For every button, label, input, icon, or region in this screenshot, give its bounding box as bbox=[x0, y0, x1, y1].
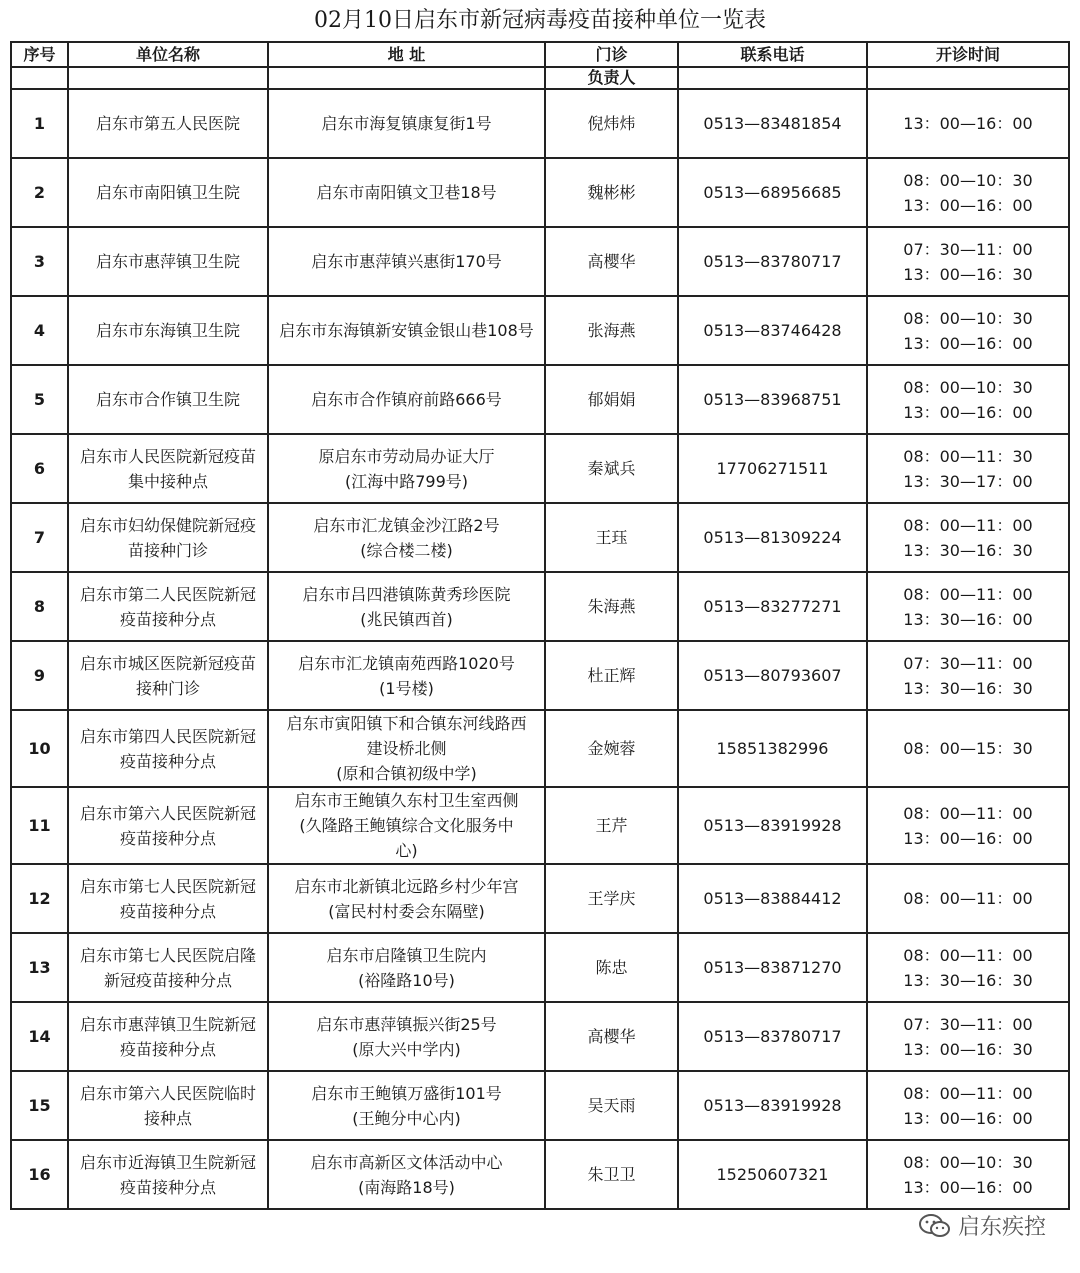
cell-seq bbox=[11, 158, 68, 227]
table-header-row bbox=[11, 42, 1069, 67]
cell-seq bbox=[11, 787, 68, 864]
cell-clinic-person bbox=[545, 296, 678, 365]
cell-phone bbox=[678, 434, 867, 503]
cell-hours-text: 08：00—11：00 bbox=[903, 889, 1033, 908]
cell-unit-name bbox=[68, 641, 268, 710]
cell-phone bbox=[678, 641, 867, 710]
table-row bbox=[11, 1140, 1069, 1209]
cell-phone-text: 0513—83919928 bbox=[703, 816, 842, 835]
wechat-icon bbox=[918, 1213, 952, 1239]
cell-unit-name-text: 启东市第七人民医院启隆 新冠疫苗接种分点 bbox=[79, 945, 256, 990]
cell-hours-text: 08：00—11：00 13：30—16：30 bbox=[903, 515, 1033, 560]
table-body bbox=[11, 89, 1069, 1209]
cell-address-text: 启东市惠萍镇兴惠街170号 bbox=[311, 252, 502, 271]
cell-phone-text: 0513—83968751 bbox=[703, 390, 842, 409]
cell-hours bbox=[867, 641, 1069, 710]
cell-address bbox=[268, 158, 545, 227]
cell-hours-text: 07：30—11：00 13：00—16：30 bbox=[903, 239, 1033, 284]
cell-address bbox=[268, 365, 545, 434]
cell-phone-text: 0513—83780717 bbox=[703, 1027, 842, 1046]
cell-phone bbox=[678, 1002, 867, 1071]
cell-seq-text: 13 bbox=[28, 958, 51, 977]
table-row bbox=[11, 1071, 1069, 1140]
cell-address-text: 启东市北新镇北远路乡村少年宫 (富民村村委会东隔壁) bbox=[294, 876, 519, 921]
cell-seq-text: 8 bbox=[33, 597, 46, 616]
cell-unit-name-text: 启东市妇幼保健院新冠疫 苗接种门诊 bbox=[79, 515, 256, 560]
cell-address bbox=[268, 1140, 545, 1209]
cell-unit-name bbox=[68, 1140, 268, 1209]
cell-unit-name-text: 启东市第六人民医院临时 接种点 bbox=[79, 1083, 256, 1128]
table-row bbox=[11, 933, 1069, 1002]
table-row bbox=[11, 89, 1069, 158]
cell-clinic-person bbox=[545, 864, 678, 933]
cell-clinic-person bbox=[545, 434, 678, 503]
cell-unit-name-text: 启东市第五人民医院 bbox=[95, 114, 240, 133]
cell-clinic-person-text: 朱卫卫 bbox=[587, 1165, 636, 1184]
cell-unit-name-text: 启东市惠萍镇卫生院 bbox=[95, 252, 240, 271]
table-row bbox=[11, 1002, 1069, 1071]
cell-seq-text: 12 bbox=[28, 889, 51, 908]
cell-clinic-person bbox=[545, 1140, 678, 1209]
cell-phone bbox=[678, 365, 867, 434]
cell-unit-name bbox=[68, 1002, 268, 1071]
cell-seq bbox=[11, 296, 68, 365]
cell-clinic-person-text: 王珏 bbox=[595, 528, 628, 547]
cell-address-text: 启东市合作镇府前路666号 bbox=[311, 390, 502, 409]
cell-clinic-person-text: 郁娟娟 bbox=[587, 390, 636, 409]
cell-clinic-person-text: 高樱华 bbox=[587, 1027, 636, 1046]
cell-seq bbox=[11, 1071, 68, 1140]
cell-seq-text: 1 bbox=[33, 114, 46, 133]
cell-hours-text: 08：00—10：30 13：00—16：00 bbox=[903, 377, 1033, 422]
cell-hours-text: 08：00—11：00 13：00—16：00 bbox=[903, 803, 1033, 848]
cell-seq-text: 7 bbox=[33, 528, 46, 547]
page-title: 02月10日启东市新冠病毒疫苗接种单位一览表 bbox=[314, 8, 766, 33]
cell-address-text: 启东市海复镇康复街1号 bbox=[321, 114, 492, 133]
cell-clinic-person-text: 陈忠 bbox=[595, 958, 628, 977]
cell-address bbox=[268, 933, 545, 1002]
cell-clinic-person bbox=[545, 158, 678, 227]
cell-clinic-person-text: 王学庆 bbox=[587, 889, 636, 908]
cell-unit-name bbox=[68, 787, 268, 864]
cell-unit-name bbox=[68, 710, 268, 787]
cell-hours bbox=[867, 365, 1069, 434]
cell-clinic-person bbox=[545, 503, 678, 572]
cell-hours bbox=[867, 1002, 1069, 1071]
cell-seq bbox=[11, 1002, 68, 1071]
cell-seq bbox=[11, 933, 68, 1002]
cell-hours-text: 08：00—11：30 13：30—17：00 bbox=[903, 446, 1033, 491]
cell-address-text: 启东市高新区文体活动中心 (南海路18号) bbox=[310, 1152, 503, 1197]
cell-seq bbox=[11, 710, 68, 787]
cell-unit-name bbox=[68, 227, 268, 296]
cell-hours bbox=[867, 787, 1069, 864]
cell-clinic-person-text: 吴天雨 bbox=[587, 1096, 636, 1115]
table-row bbox=[11, 710, 1069, 787]
cell-clinic-person-text: 金婉蓉 bbox=[587, 739, 636, 758]
cell-clinic-person-text: 王芹 bbox=[595, 816, 628, 835]
cell-address bbox=[268, 89, 545, 158]
table-row bbox=[11, 572, 1069, 641]
table-row bbox=[11, 787, 1069, 864]
cell-clinic-person bbox=[545, 641, 678, 710]
cell-hours bbox=[867, 864, 1069, 933]
cell-clinic-person bbox=[545, 572, 678, 641]
cell-unit-name bbox=[68, 1071, 268, 1140]
cell-address bbox=[268, 227, 545, 296]
cell-phone bbox=[678, 296, 867, 365]
cell-seq bbox=[11, 572, 68, 641]
cell-address-text: 启东市王鲍镇万盛街101号 (王鲍分中心内) bbox=[311, 1083, 502, 1128]
cell-hours bbox=[867, 710, 1069, 787]
cell-seq bbox=[11, 227, 68, 296]
cell-unit-name-text: 启东市人民医院新冠疫苗 集中接种点 bbox=[79, 446, 256, 491]
cell-seq bbox=[11, 1140, 68, 1209]
table-subheader-row bbox=[11, 67, 1069, 89]
table-row bbox=[11, 641, 1069, 710]
cell-hours-text: 08：00—11：00 13：00—16：00 bbox=[903, 1083, 1033, 1128]
cell-hours bbox=[867, 158, 1069, 227]
table-row bbox=[11, 503, 1069, 572]
cell-address bbox=[268, 787, 545, 864]
table-row bbox=[11, 296, 1069, 365]
cell-address bbox=[268, 296, 545, 365]
cell-address bbox=[268, 1071, 545, 1140]
cell-seq-text: 15 bbox=[28, 1096, 51, 1115]
cell-phone bbox=[678, 89, 867, 158]
cell-hours bbox=[867, 296, 1069, 365]
cell-address-text: 启东市寅阳镇下和合镇东河线路西 建设桥北侧 (原和合镇初级中学) bbox=[286, 714, 527, 783]
cell-hours bbox=[867, 1071, 1069, 1140]
cell-seq bbox=[11, 434, 68, 503]
cell-clinic-person bbox=[545, 227, 678, 296]
cell-unit-name bbox=[68, 572, 268, 641]
cell-unit-name bbox=[68, 503, 268, 572]
cell-address-text: 启东市吕四港镇陈黄秀珍医院 (兆民镇西首) bbox=[302, 584, 511, 629]
cell-address bbox=[268, 1002, 545, 1071]
cell-clinic-person-text: 秦斌兵 bbox=[587, 459, 636, 478]
cell-clinic-person bbox=[545, 1002, 678, 1071]
cell-clinic-person bbox=[545, 89, 678, 158]
cell-seq-text: 10 bbox=[28, 739, 51, 758]
cell-phone bbox=[678, 710, 867, 787]
cell-seq bbox=[11, 89, 68, 158]
cell-phone-text: 0513—80793607 bbox=[703, 666, 842, 685]
cell-phone bbox=[678, 572, 867, 641]
cell-address-text: 启东市汇龙镇南苑西路1020号 (1号楼) bbox=[298, 653, 515, 698]
cell-phone-text: 15250607321 bbox=[716, 1165, 829, 1184]
cell-clinic-person-text: 朱海燕 bbox=[587, 597, 636, 616]
cell-phone-text: 0513—83919928 bbox=[703, 1096, 842, 1115]
cell-phone-text: 17706271511 bbox=[716, 459, 829, 478]
cell-seq-text: 14 bbox=[28, 1027, 51, 1046]
cell-clinic-person-text: 倪炜炜 bbox=[587, 114, 636, 133]
cell-phone-text: 0513—83871270 bbox=[703, 958, 842, 977]
cell-unit-name-text: 启东市第七人民医院新冠 疫苗接种分点 bbox=[79, 876, 256, 921]
cell-address-text: 原启东市劳动局办证大厅 (江海中路799号) bbox=[318, 446, 495, 491]
header-address: 地 址 bbox=[268, 42, 545, 67]
cell-seq bbox=[11, 365, 68, 434]
cell-unit-name-text: 启东市合作镇卫生院 bbox=[95, 390, 240, 409]
cell-phone bbox=[678, 158, 867, 227]
table-row bbox=[11, 158, 1069, 227]
cell-phone bbox=[678, 933, 867, 1002]
cell-unit-name-text: 启东市南阳镇卫生院 bbox=[95, 183, 240, 202]
cell-clinic-person-text: 高樱华 bbox=[587, 252, 636, 271]
cell-phone bbox=[678, 787, 867, 864]
cell-address-text: 启东市惠萍镇振兴街25号 (原大兴中学内) bbox=[316, 1014, 497, 1059]
cell-phone-text: 0513—83746428 bbox=[703, 321, 842, 340]
watermark-text: 启东疾控 bbox=[957, 1215, 1046, 1240]
cell-address bbox=[268, 503, 545, 572]
cell-phone-text: 0513—83481854 bbox=[703, 114, 842, 133]
cell-address-text: 启东市南阳镇文卫巷18号 bbox=[316, 183, 497, 202]
cell-address-text: 启东市东海镇新安镇金银山巷108号 bbox=[279, 321, 534, 340]
cell-hours-text: 08：00—15：30 bbox=[903, 739, 1033, 758]
cell-clinic-person bbox=[545, 1071, 678, 1140]
cell-hours-text: 08：00—11：00 13：30—16：30 bbox=[903, 945, 1033, 990]
cell-seq bbox=[11, 641, 68, 710]
cell-phone bbox=[678, 864, 867, 933]
cell-unit-name-text: 启东市第四人民医院新冠 疫苗接种分点 bbox=[79, 726, 256, 771]
cell-seq-text: 5 bbox=[33, 390, 46, 409]
cell-clinic-person-text: 杜正辉 bbox=[587, 666, 636, 685]
table-row bbox=[11, 434, 1069, 503]
cell-unit-name-text: 启东市城区医院新冠疫苗 接种门诊 bbox=[79, 653, 256, 698]
cell-unit-name bbox=[68, 89, 268, 158]
cell-clinic-person bbox=[545, 787, 678, 864]
cell-address bbox=[268, 864, 545, 933]
cell-unit-name bbox=[68, 864, 268, 933]
cell-clinic-person-text: 张海燕 bbox=[587, 321, 636, 340]
cell-hours bbox=[867, 503, 1069, 572]
cell-address-text: 启东市王鲍镇久东村卫生室西侧 (久隆路王鲍镇综合文化服务中 心) bbox=[294, 791, 519, 860]
cell-seq-text: 2 bbox=[33, 183, 46, 202]
cell-phone bbox=[678, 1140, 867, 1209]
header-clinic-person: 负责人 bbox=[545, 67, 678, 89]
cell-address-text: 启东市启隆镇卫生院内 (裕隆路10号) bbox=[326, 945, 487, 990]
cell-hours bbox=[867, 89, 1069, 158]
cell-phone-text: 0513—83277271 bbox=[703, 597, 842, 616]
cell-address bbox=[268, 710, 545, 787]
cell-hours bbox=[867, 434, 1069, 503]
cell-address-text: 启东市汇龙镇金沙江路2号 (综合楼二楼) bbox=[313, 515, 500, 560]
cell-seq-text: 6 bbox=[33, 459, 46, 478]
header-unit: 单位名称 bbox=[68, 42, 268, 67]
cell-unit-name-text: 启东市近海镇卫生院新冠 疫苗接种分点 bbox=[79, 1152, 256, 1197]
cell-phone-text: 0513—83780717 bbox=[703, 252, 842, 271]
cell-unit-name bbox=[68, 933, 268, 1002]
header-seq: 序号 bbox=[11, 42, 68, 67]
header-phone: 联系电话 bbox=[678, 42, 867, 67]
vaccination-units-table bbox=[10, 41, 1070, 1210]
cell-seq-text: 16 bbox=[28, 1165, 51, 1184]
cell-address bbox=[268, 434, 545, 503]
cell-unit-name bbox=[68, 434, 268, 503]
cell-hours bbox=[867, 227, 1069, 296]
cell-hours bbox=[867, 1140, 1069, 1209]
cell-unit-name-text: 启东市第六人民医院新冠 疫苗接种分点 bbox=[79, 803, 256, 848]
cell-seq bbox=[11, 864, 68, 933]
cell-unit-name-text: 启东市东海镇卫生院 bbox=[95, 321, 240, 340]
cell-seq-text: 3 bbox=[33, 252, 46, 271]
cell-seq-text: 4 bbox=[33, 321, 46, 340]
cell-phone bbox=[678, 1071, 867, 1140]
cell-clinic-person bbox=[545, 933, 678, 1002]
cell-phone-text: 0513—83884412 bbox=[703, 889, 842, 908]
cell-unit-name bbox=[68, 158, 268, 227]
cell-unit-name bbox=[68, 296, 268, 365]
cell-seq-text: 9 bbox=[33, 666, 46, 685]
header-hours: 开诊时间 bbox=[867, 42, 1069, 67]
header-clinic: 门诊 bbox=[545, 42, 678, 67]
cell-hours bbox=[867, 572, 1069, 641]
cell-clinic-person bbox=[545, 365, 678, 434]
cell-phone-text: 15851382996 bbox=[716, 739, 829, 758]
cell-phone bbox=[678, 227, 867, 296]
cell-clinic-person-text: 魏彬彬 bbox=[587, 183, 636, 202]
cell-clinic-person bbox=[545, 710, 678, 787]
cell-hours-text: 07：30—11：00 13：30—16：30 bbox=[903, 653, 1033, 698]
cell-unit-name-text: 启东市第二人民医院新冠 疫苗接种分点 bbox=[79, 584, 256, 629]
table-row bbox=[11, 365, 1069, 434]
cell-phone-text: 0513—81309224 bbox=[703, 528, 842, 547]
table-row bbox=[11, 227, 1069, 296]
cell-hours-text: 08：00—10：30 13：00—16：00 bbox=[903, 170, 1033, 215]
cell-hours-text: 08：00—10：30 13：00—16：00 bbox=[903, 1152, 1033, 1197]
cell-address bbox=[268, 572, 545, 641]
cell-hours bbox=[867, 933, 1069, 1002]
cell-address bbox=[268, 641, 545, 710]
cell-unit-name bbox=[68, 365, 268, 434]
watermark bbox=[918, 1210, 1046, 1241]
table-row bbox=[11, 864, 1069, 933]
cell-phone-text: 0513—68956685 bbox=[703, 183, 842, 202]
cell-unit-name-text: 启东市惠萍镇卫生院新冠 疫苗接种分点 bbox=[79, 1014, 256, 1059]
cell-seq bbox=[11, 503, 68, 572]
cell-hours-text: 07：30—11：00 13：00—16：30 bbox=[903, 1014, 1033, 1059]
cell-phone bbox=[678, 503, 867, 572]
cell-hours-text: 13：00—16：00 bbox=[903, 114, 1033, 133]
cell-hours-text: 08：00—11：00 13：30—16：00 bbox=[903, 584, 1033, 629]
cell-seq-text: 11 bbox=[28, 816, 51, 835]
cell-hours-text: 08：00—10：30 13：00—16：00 bbox=[903, 308, 1033, 353]
